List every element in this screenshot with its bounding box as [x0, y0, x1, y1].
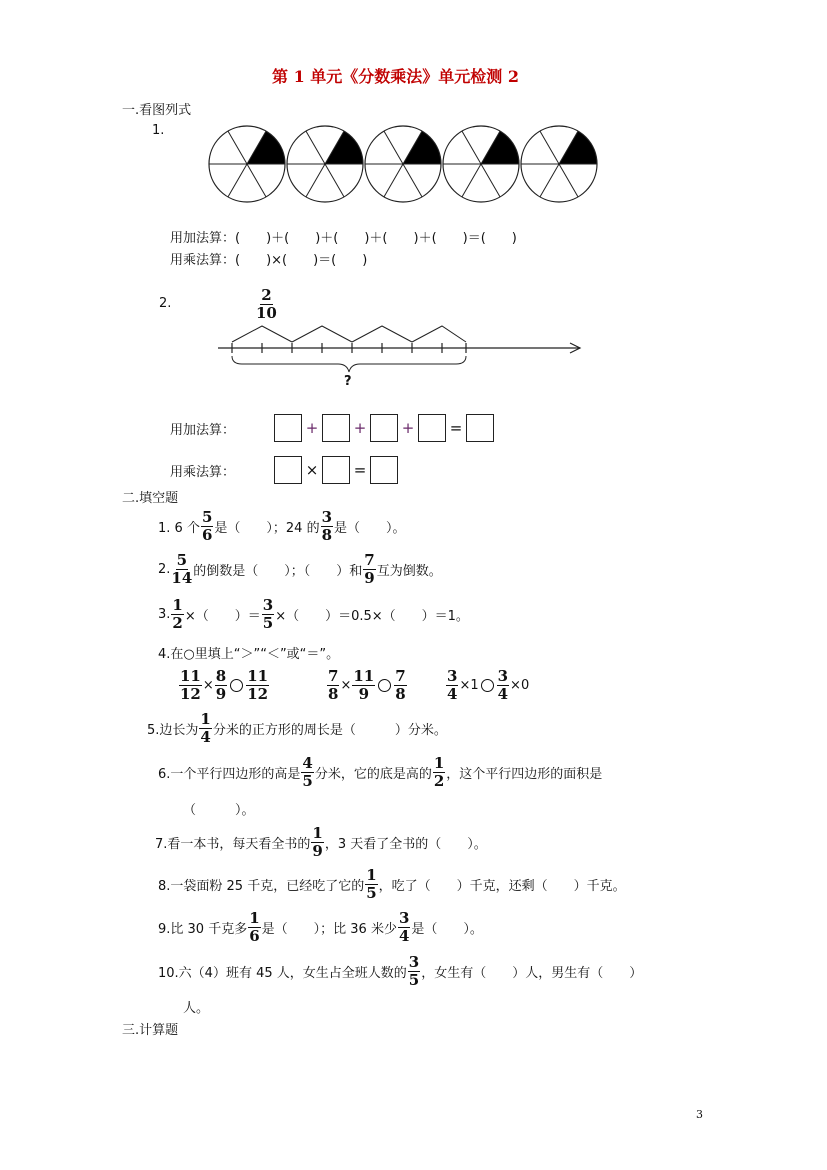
fraction-denominator: 6 [249, 927, 260, 945]
question-10 [158, 955, 642, 988]
question-text: 6.一个平行四边形的高是 [158, 767, 301, 782]
section-heading: 三.计算题 [122, 1023, 179, 1038]
question-5 [147, 712, 447, 745]
times-sign: × [340, 678, 352, 693]
question-text: 分米，它的底是高的 [314, 767, 432, 782]
page-number: 3 [696, 1108, 703, 1121]
fraction-denominator: 8 [328, 685, 339, 703]
pie-circle [443, 126, 519, 202]
fraction-numerator: 1 [172, 596, 183, 614]
section-heading: 一.看图列式 [122, 103, 192, 118]
question-text: 分米的正方形的周长是（ ）分米。 [212, 723, 447, 738]
fraction-denominator: 14 [171, 569, 193, 587]
fraction-numerator: 3 [408, 953, 420, 971]
compare-expression-2 [326, 669, 408, 702]
fraction-denominator: 5 [302, 772, 313, 790]
compare-expression-3 [445, 669, 529, 702]
times-sign: × [202, 678, 214, 693]
fraction-denominator: 5 [366, 884, 377, 902]
question-text: ，3 天看了全书的（ ）。 [324, 837, 487, 852]
fraction-denominator: 12 [247, 685, 269, 703]
answer-box[interactable] [322, 414, 350, 442]
answer-box[interactable] [466, 414, 494, 442]
question-2 [158, 553, 442, 586]
fraction-numerator: 7 [395, 667, 406, 685]
problem-number: 2. [159, 296, 172, 311]
shaded-sector [559, 131, 597, 164]
question-text: 3. [158, 607, 171, 622]
fraction-numerator: 11 [180, 667, 201, 685]
fraction-numerator: 3 [447, 667, 458, 685]
fraction-denominator: 4 [497, 685, 509, 703]
question-mark: ? [344, 374, 352, 389]
answer-box[interactable] [418, 414, 446, 442]
fraction-numerator: 2 [261, 286, 272, 304]
fraction-denominator: 9 [312, 842, 323, 860]
addition-boxes-row [170, 414, 494, 442]
fraction-numerator: 1 [249, 909, 260, 927]
plus-sign: + [401, 419, 415, 437]
question-text: 2. [158, 562, 171, 577]
fraction-denominator: 5 [262, 614, 274, 632]
question-text: 10.六（4）班有 45 人，女生占全班人数的 [158, 966, 407, 981]
expression-text: ×1 [459, 678, 479, 693]
answer-box[interactable] [274, 456, 302, 484]
shaded-sector [247, 131, 285, 164]
fraction-numerator: 1 [200, 710, 211, 728]
question-text: ，女生有（ ）人，男生有（ ） [421, 966, 643, 981]
question-text: 的倒数是（ ）；（ ）和 [193, 564, 363, 579]
shaded-sector [481, 131, 519, 164]
question-text: 1. 6 个 [158, 521, 200, 536]
problem-number: 1. [152, 123, 165, 138]
times-sign: × [305, 461, 319, 479]
expression-text: ×0 [510, 678, 530, 693]
question-text: ，这个平行四边形的面积是 [446, 767, 603, 782]
multiplication-boxes-row [170, 456, 398, 484]
answer-box[interactable] [370, 456, 398, 484]
fraction-denominator: 6 [201, 526, 213, 544]
fraction-numerator: 3 [262, 596, 274, 614]
compare-expression-1 [178, 669, 270, 702]
answer-box[interactable] [274, 414, 302, 442]
answer-box[interactable] [370, 414, 398, 442]
answer-box[interactable] [322, 456, 350, 484]
fraction-denominator: 9 [358, 685, 369, 703]
fraction-denominator: 4 [398, 927, 410, 945]
pie-circle [521, 126, 597, 202]
fraction-numerator: 3 [497, 667, 509, 685]
fraction-numerator: 5 [201, 508, 213, 526]
fraction-denominator: 9 [215, 685, 227, 703]
question-1 [158, 510, 406, 543]
fraction-denominator: 10 [256, 304, 277, 322]
fraction-numerator: 3 [398, 909, 410, 927]
question-6 [158, 756, 602, 789]
number-line-figure [210, 318, 590, 380]
equals-sign: = [353, 461, 367, 479]
fraction-numerator: 8 [215, 667, 227, 685]
plus-sign: + [305, 419, 319, 437]
question-text: 8.一袋面粉 25 千克，已经吃了它的 [158, 879, 365, 894]
addition-line: 用加法算：( )＋( )＋( )＋( )＋( )＝( ) [170, 231, 517, 246]
question-3 [158, 598, 469, 631]
question-text: 是（ ）；比 36 米少 [261, 922, 397, 937]
question-8 [158, 868, 626, 901]
question-9 [158, 911, 483, 944]
fraction-numerator: 3 [321, 508, 333, 526]
fraction-denominator: 8 [321, 526, 333, 544]
question-text: 互为倒数。 [376, 564, 442, 579]
addition-label: 用加法算： [170, 422, 236, 438]
question-text: 是（ ）；24 的 [214, 521, 320, 536]
question-text: 人。 [183, 1001, 210, 1016]
compare-circle[interactable] [481, 679, 494, 692]
fraction-denominator: 5 [408, 971, 420, 989]
fraction-numerator: 1 [366, 866, 377, 884]
fraction-numerator: 11 [247, 667, 269, 685]
fraction-denominator: 4 [200, 728, 211, 746]
fraction-numerator: 7 [364, 551, 375, 569]
fraction-denominator: 2 [433, 772, 445, 790]
fraction-numerator: 5 [176, 551, 188, 569]
plus-sign: + [353, 419, 367, 437]
fraction-numerator: 1 [312, 824, 323, 842]
pie-circle [209, 126, 285, 202]
fraction-denominator: 9 [364, 569, 375, 587]
question-text: ，吃了（ ）千克，还剩（ ）千克。 [378, 879, 626, 894]
segment-fraction [255, 288, 278, 321]
question-text: ×（ ）＝0.5×（ ）＝1。 [275, 609, 469, 624]
pie-circle [287, 126, 363, 202]
shaded-sector [403, 131, 441, 164]
shaded-sector [325, 131, 363, 164]
multiplication-line: 用乘法算：( )×( )＝( ) [170, 253, 368, 268]
fraction-denominator: 8 [395, 685, 406, 703]
compare-circle[interactable] [230, 679, 243, 692]
pie-circles-figure [205, 122, 605, 208]
multiplication-label: 用乘法算： [170, 464, 236, 480]
fraction-numerator: 1 [433, 754, 445, 772]
fraction-numerator: 7 [328, 667, 339, 685]
section-heading: 二.填空题 [122, 491, 179, 506]
question-7 [155, 826, 487, 859]
fraction-numerator: 11 [353, 667, 375, 685]
fraction-denominator: 12 [180, 685, 201, 703]
question-text: ×（ ）＝ [184, 609, 261, 624]
equals-sign: = [449, 419, 463, 437]
page-title: 第 1 单元《分数乘法》单元检测 2 [272, 67, 519, 86]
fraction-denominator: 4 [447, 685, 458, 703]
question-text: 7.看一本书，每天看全书的 [155, 837, 311, 852]
question-text: 是（ ）。 [334, 521, 406, 536]
question-4-text: 4.在○里填上“＞”“＜”或“＝”。 [158, 647, 340, 662]
pie-circle [365, 126, 441, 202]
fraction-numerator: 4 [302, 754, 313, 772]
question-text: （ ）。 [183, 803, 255, 818]
question-text: 9.比 30 千克多 [158, 922, 248, 937]
question-text: 5.边长为 [147, 723, 199, 738]
question-text: 是（ ）。 [411, 922, 483, 937]
fraction-denominator: 2 [172, 614, 183, 632]
compare-circle[interactable] [378, 679, 391, 692]
